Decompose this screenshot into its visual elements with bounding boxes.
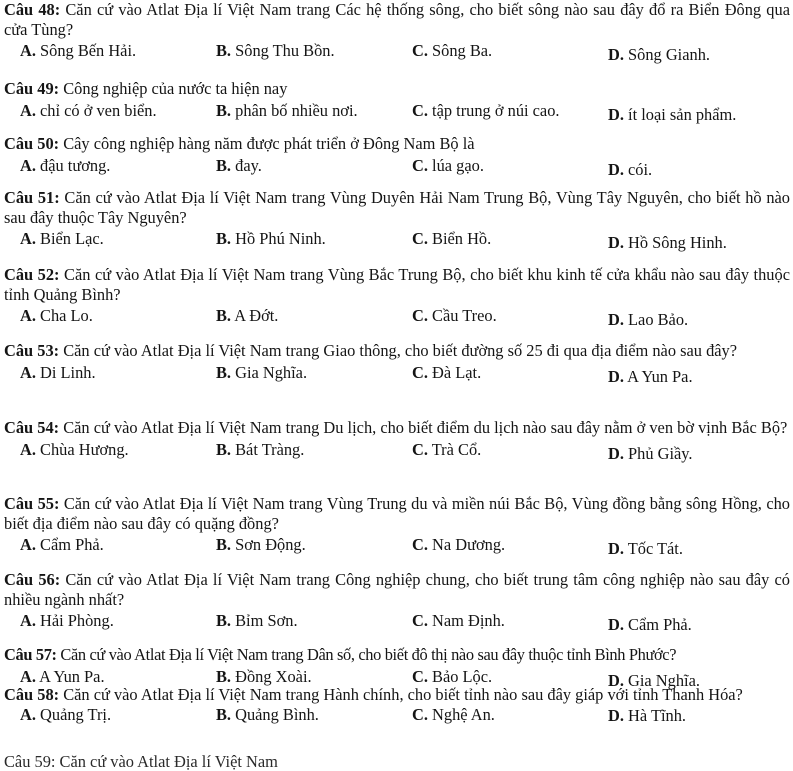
option-d[interactable]	[608, 310, 688, 330]
option-letter: B.	[216, 704, 232, 724]
option-letter: D.	[608, 233, 624, 252]
option-text: đay.	[231, 155, 262, 175]
option-letter: D.	[608, 705, 624, 725]
option-c[interactable]	[412, 667, 492, 687]
option-a[interactable]	[20, 156, 110, 176]
option-letter: A.	[20, 155, 36, 175]
option-c[interactable]	[412, 611, 505, 631]
option-letter: B.	[216, 666, 232, 686]
answer-options	[4, 304, 790, 329]
option-text: Nam Định.	[427, 611, 505, 630]
option-letter: C.	[412, 535, 428, 554]
option-text: Di Linh.	[35, 362, 96, 382]
option-letter: D.	[608, 366, 624, 386]
option-letter: A.	[20, 100, 36, 120]
option-b[interactable]	[216, 101, 358, 121]
option-letter: A.	[20, 41, 36, 60]
question-text: Căn cứ vào Atlat Địa lí Việt Nam trang Công nghiệp chung, cho biết trung tâm công nghiệp nào sau đây có nhiều ngành nhất?	[4, 570, 790, 609]
option-text: Cầu Treo.	[427, 306, 497, 325]
option-letter: B.	[216, 535, 232, 554]
option-text: Cẩm Phả.	[35, 535, 104, 554]
question-number: Câu 48:	[4, 0, 61, 19]
question-text: Căn cứ vào Atlat Địa lí Việt Nam trang Dân số, cho biết đô thị nào sau đây thuộc tỉnh Bình Phước?	[56, 645, 677, 664]
answer-options	[4, 361, 790, 386]
option-text: Quảng Bình.	[231, 704, 319, 724]
option-a[interactable]	[20, 611, 114, 631]
question-number: Câu 55:	[4, 494, 60, 513]
option-text: Bát Tràng.	[231, 439, 305, 459]
question-stem	[4, 79, 790, 99]
option-letter: C.	[412, 100, 428, 120]
option-c[interactable]	[412, 306, 497, 326]
question-48	[4, 0, 790, 64]
question-text: Căn cứ vào Atlat Địa lí Việt Nam trang Các hệ thống sông, cho biết sông nào sau đây đổ ra Biển Đông qua cửa Tùng?	[4, 0, 790, 39]
question-stem	[4, 188, 790, 227]
option-c[interactable]	[412, 363, 481, 383]
question-stem	[4, 134, 790, 154]
option-text: Lao Bảo.	[623, 310, 689, 329]
option-letter: C.	[412, 611, 428, 630]
option-a[interactable]	[20, 535, 104, 555]
option-letter: D.	[608, 615, 624, 634]
option-letter: A.	[20, 306, 36, 325]
option-letter: A.	[20, 666, 36, 686]
option-text: Tốc Tát.	[623, 539, 683, 558]
question-stem	[4, 645, 790, 665]
answer-options	[4, 227, 790, 252]
option-b[interactable]	[216, 705, 319, 725]
option-c[interactable]	[412, 705, 495, 725]
option-a[interactable]	[20, 41, 136, 61]
answer-options	[4, 533, 790, 558]
option-text: Hồ Sông Hinh.	[623, 233, 727, 252]
option-d[interactable]	[608, 45, 710, 65]
question-stem	[4, 570, 790, 609]
option-text: Sông Gianh.	[623, 45, 710, 64]
option-letter: D.	[608, 443, 624, 463]
option-letter: D.	[608, 670, 624, 690]
option-c[interactable]	[412, 229, 491, 249]
option-letter: B.	[216, 100, 232, 120]
option-letter: A.	[20, 535, 36, 554]
option-letter: C.	[412, 155, 428, 175]
option-b[interactable]	[216, 667, 312, 687]
question-52	[4, 265, 790, 329]
option-text: Sơn Động.	[231, 535, 306, 554]
answer-options	[4, 665, 790, 690]
question-number: Câu 57:	[4, 645, 57, 664]
option-text: Hải Phòng.	[35, 611, 114, 630]
question-number: Câu 49:	[4, 79, 60, 98]
option-letter: D.	[608, 45, 624, 64]
option-a[interactable]	[20, 667, 105, 687]
question-57	[4, 645, 790, 690]
option-text: Biển Hồ.	[427, 229, 492, 248]
option-text: Cẩm Phả.	[623, 615, 692, 634]
question-56	[4, 570, 790, 634]
option-d[interactable]	[608, 444, 693, 464]
option-letter: B.	[216, 41, 232, 60]
option-d[interactable]	[608, 160, 652, 180]
question-text: Căn cứ vào Atlat Địa lí Việt Nam trang Vùng Duyên Hải Nam Trung Bộ, Vùng Tây Nguyên, cho biết hồ nào sau đây thuộc Tây Nguyên?	[4, 188, 790, 227]
option-a[interactable]	[20, 440, 129, 460]
question-58	[4, 685, 790, 725]
option-text: lúa gạo.	[427, 155, 484, 175]
option-letter: B.	[216, 229, 232, 248]
option-letter: B.	[216, 611, 232, 630]
option-letter: C.	[412, 666, 428, 686]
question-number: Câu 56:	[4, 570, 61, 589]
option-text: Đồng Xoài.	[231, 666, 312, 686]
option-d[interactable]	[608, 615, 692, 635]
option-text: ít loại sản phẩm.	[623, 104, 737, 124]
option-text: A Yun Pa.	[35, 666, 105, 686]
question-number: Câu 50:	[4, 134, 60, 153]
option-b[interactable]	[216, 306, 278, 326]
option-text: Biển Lạc.	[35, 229, 104, 248]
option-letter: D.	[608, 539, 624, 558]
option-letter: D.	[608, 310, 624, 329]
question-50	[4, 134, 790, 179]
option-b[interactable]	[216, 535, 306, 555]
option-text: Cha Lo.	[35, 306, 93, 325]
option-text: Hồ Phú Ninh.	[231, 229, 326, 248]
option-letter: C.	[412, 362, 428, 382]
question-text: Cây công nghiệp hàng năm được phát triển ở Đông Nam Bộ là	[59, 134, 475, 153]
option-b[interactable]	[216, 440, 304, 460]
option-a[interactable]	[20, 705, 111, 725]
question-text: Căn cứ vào Atlat Địa lí Việt Nam trang Du lịch, cho biết điểm du lịch nào sau đây nằm ở ven bờ vịnh Bắc Bộ?	[59, 418, 788, 437]
option-letter: C.	[412, 439, 428, 459]
option-text: cói.	[623, 159, 653, 179]
question-text: Căn cứ vào Atlat Địa lí Việt Nam trang Hành chính, cho biết tỉnh nào sau đây giáp với tỉnh Thanh Hóa?	[59, 685, 743, 704]
option-text: Nghệ An.	[427, 704, 495, 724]
option-b[interactable]	[216, 363, 307, 383]
option-text: Na Dương.	[427, 535, 506, 554]
option-text: tập trung ở núi cao.	[427, 100, 560, 120]
option-text: chỉ có ở ven biển.	[35, 100, 157, 120]
option-letter: C.	[412, 704, 428, 724]
option-letter: B.	[216, 155, 232, 175]
option-text: Chùa Hương.	[35, 439, 129, 459]
question-51	[4, 188, 790, 252]
option-text: Sông Thu Bồn.	[231, 41, 335, 60]
option-d[interactable]	[608, 367, 693, 387]
option-a[interactable]	[20, 229, 104, 249]
option-letter: A.	[20, 362, 36, 382]
answer-options	[4, 154, 790, 179]
option-d[interactable]	[608, 539, 683, 559]
option-letter: A.	[20, 611, 36, 630]
answer-options	[4, 438, 790, 463]
option-b[interactable]	[216, 229, 326, 249]
option-letter: B.	[216, 362, 232, 382]
option-letter: D.	[608, 159, 624, 179]
option-b[interactable]	[216, 611, 298, 631]
option-c[interactable]	[412, 156, 484, 176]
option-d[interactable]	[608, 233, 727, 253]
question-text: Căn cứ vào Atlat Địa lí Việt Nam trang Vùng Trung du và miền núi Bắc Bộ, Vùng đồng bằng sông Hồng, cho biết địa điểm nào sau đây có quặng đồng?	[4, 494, 790, 533]
question-stem	[4, 418, 790, 438]
option-letter: B.	[216, 439, 232, 459]
option-text: đậu tương.	[35, 155, 111, 175]
option-text: A Đớt.	[231, 306, 279, 325]
option-d[interactable]	[608, 706, 686, 726]
question-number: Câu 58:	[4, 685, 60, 704]
option-text: Gia Nghĩa.	[623, 670, 700, 690]
option-d[interactable]	[608, 105, 736, 125]
option-c[interactable]	[412, 41, 492, 61]
option-b[interactable]	[216, 156, 262, 176]
question-text: Căn cứ vào Atlat Địa lí Việt Nam trang Giao thông, cho biết đường số 25 đi qua địa điểm nào sau đây?	[59, 341, 738, 360]
option-text: Gia Nghĩa.	[231, 362, 308, 382]
option-text: phân bố nhiều nơi.	[231, 100, 358, 120]
question-text: Căn cứ vào Atlat Địa lí Việt Nam trang Vùng Bắc Trung Bộ, cho biết khu kinh tế cửa khẩu nào sau đây thuộc tỉnh Quảng Bình?	[4, 265, 790, 304]
option-letter: C.	[412, 306, 428, 325]
cutoff-next-question: Câu 59: Căn cứ vào Atlat Địa lí Việt Nam	[4, 752, 278, 771]
option-c[interactable]	[412, 101, 560, 121]
question-number: Câu 52:	[4, 265, 60, 284]
option-letter: B.	[216, 306, 232, 325]
option-letter: D.	[608, 104, 624, 124]
question-number: Câu 54:	[4, 418, 60, 437]
option-text: A Yun Pa.	[623, 366, 693, 386]
answer-options	[4, 99, 790, 124]
question-number: Câu 51:	[4, 188, 60, 207]
option-letter: A.	[20, 704, 36, 724]
question-stem	[4, 0, 790, 39]
option-c[interactable]	[412, 535, 505, 555]
option-text: Bỉm Sơn.	[231, 611, 298, 630]
option-b[interactable]	[216, 41, 335, 61]
question-text: Công nghiệp của nước ta hiện nay	[59, 79, 288, 98]
option-text: Bảo Lộc.	[427, 666, 493, 686]
question-number: Câu 53:	[4, 341, 60, 360]
option-a[interactable]	[20, 306, 93, 326]
question-53	[4, 341, 790, 386]
option-letter: A.	[20, 439, 36, 459]
option-text: Phủ Giầy.	[623, 443, 693, 463]
question-55	[4, 494, 790, 558]
option-text: Hà Tĩnh.	[623, 705, 687, 725]
option-text: Quảng Trị.	[35, 704, 112, 724]
answer-options	[4, 39, 790, 64]
question-54	[4, 418, 790, 463]
question-stem	[4, 685, 790, 705]
option-text: Sông Ba.	[427, 41, 493, 60]
option-a[interactable]	[20, 101, 157, 121]
option-a[interactable]	[20, 363, 96, 383]
question-49	[4, 79, 790, 124]
option-text: Sông Bến Hải.	[35, 41, 137, 60]
option-text: Trà Cổ.	[427, 439, 482, 459]
question-stem	[4, 265, 790, 304]
option-letter: C.	[412, 229, 428, 248]
option-text: Đà Lạt.	[427, 362, 482, 382]
question-stem	[4, 341, 790, 361]
answer-options	[4, 609, 790, 634]
option-c[interactable]	[412, 440, 481, 460]
option-letter: C.	[412, 41, 428, 60]
option-letter: A.	[20, 229, 36, 248]
answer-options	[4, 705, 790, 725]
question-stem	[4, 494, 790, 533]
